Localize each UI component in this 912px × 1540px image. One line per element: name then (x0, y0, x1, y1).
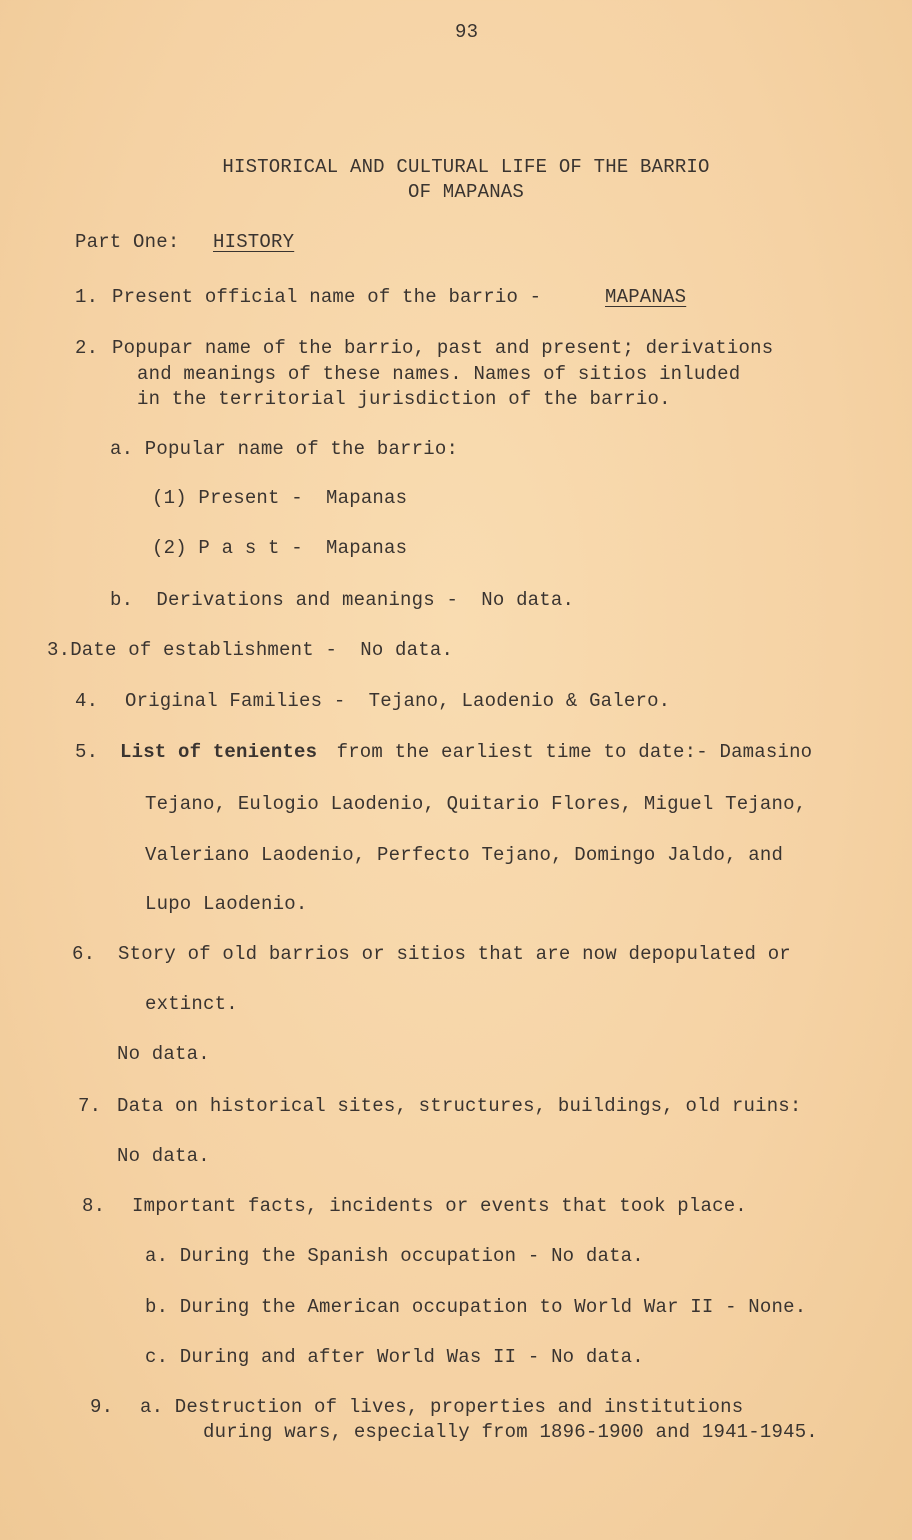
item-1-text: Present official name of the barrio - (112, 286, 542, 308)
item-5-line-3: Valeriano Laodenio, Perfecto Tejano, Domingo Jaldo, and (145, 844, 784, 866)
item-5-lead: List of tenientes (120, 741, 318, 763)
item-2a-label: a. Popular name of the barrio: (110, 438, 459, 460)
item-8c: c. During and after World Was II - No data. (145, 1346, 644, 1368)
item-8b: b. During the American occupation to World War II - None. (145, 1296, 807, 1318)
item-2-line-3: in the territorial jurisdiction of the barrio. (137, 388, 671, 410)
item-4-number: 4. (75, 690, 99, 712)
item-2a-1: (1) Present - Mapanas (152, 487, 408, 509)
item-6-answer: No data. (117, 1043, 210, 1065)
item-7-number: 7. (78, 1095, 102, 1117)
item-5-number: 5. (75, 741, 99, 763)
item-6-number: 6. (72, 943, 96, 965)
item-8a: a. During the Spanish occupation - No data. (145, 1245, 644, 1267)
item-5-line-2: Tejano, Eulogio Laodenio, Quitario Flores, Miguel Tejano, (145, 793, 807, 815)
part-label: Part One: (75, 231, 180, 253)
item-8-line-1: Important facts, incidents or events that took place. (132, 1195, 747, 1217)
item-1-value: MAPANAS (605, 286, 687, 308)
item-2-line-1: Popupar name of the barrio, past and present; derivations (112, 337, 774, 359)
item-9-line-1: a. Destruction of lives, properties and institutions (140, 1396, 744, 1418)
item-6-line-2: extinct. (145, 993, 238, 1015)
item-3: 3.Date of establishment - No data. (47, 639, 454, 661)
item-2-number: 2. (75, 337, 99, 359)
item-7-line-1: Data on historical sites, structures, buildings, old ruins: (117, 1095, 802, 1117)
item-7-answer: No data. (117, 1145, 210, 1167)
item-4-text: Original Families - Tejano, Laodenio & Galero. (125, 690, 671, 712)
item-5-line-4: Lupo Laodenio. (145, 893, 308, 915)
title-line-1: HISTORICAL AND CULTURAL LIFE OF THE BARRIO (222, 156, 710, 178)
item-2-line-2: and meanings of these names. Names of sitios inluded (137, 363, 741, 385)
item-5-line-1: from the earliest time to date:- Damasino (325, 741, 813, 763)
item-8-number: 8. (82, 1195, 106, 1217)
item-9-number: 9. (90, 1396, 114, 1418)
item-6-line-1: Story of old barrios or sitios that are now depopulated or (118, 943, 791, 965)
item-2a-2: (2) P a s t - Mapanas (152, 537, 408, 559)
title-line-2: OF MAPANAS (407, 181, 525, 203)
item-1-number: 1. (75, 286, 99, 308)
page-number: 93 (455, 21, 479, 43)
item-9-line-2: during wars, especially from 1896-1900 and 1941-1945. (203, 1421, 818, 1443)
item-2b: b. Derivations and meanings - No data. (110, 589, 575, 611)
part-title: HISTORY (213, 231, 295, 253)
